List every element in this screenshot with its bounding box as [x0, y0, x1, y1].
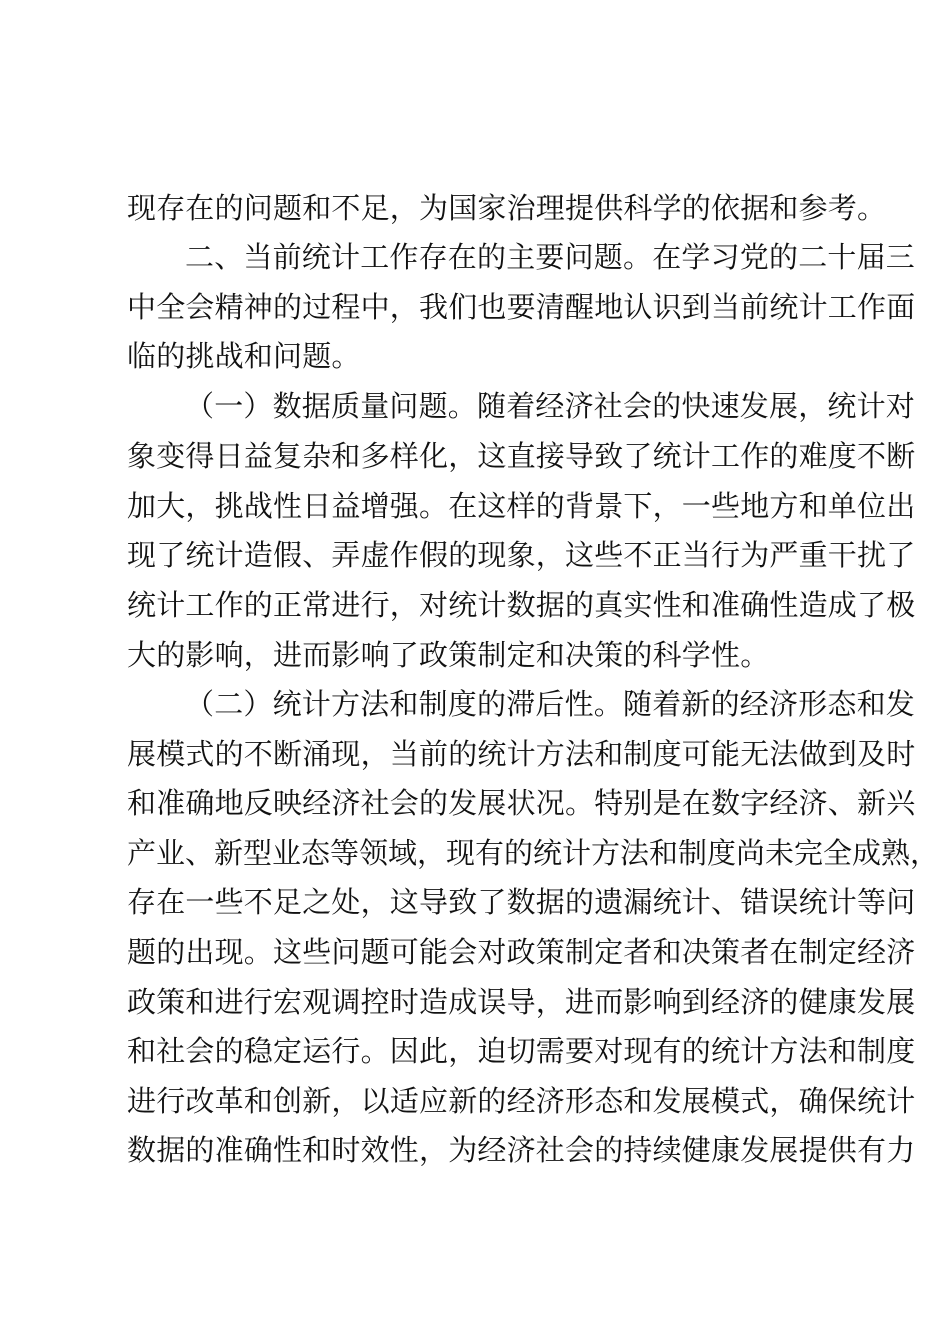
text-line: 二、当前统计工作存在的主要问题。在学习党的二十届三: [185, 240, 916, 274]
text-line: 数据的准确性和时效性，为经济社会的持续健康发展提供有力: [127, 1133, 916, 1167]
text-line: 和社会的稳定运行。因此，迫切需要对现有的统计方法和制度: [127, 1034, 916, 1068]
text-line: 现存在的问题和不足，为国家治理提供科学的依据和参考。: [127, 191, 887, 225]
text-line: （二）统计方法和制度的滞后性。随着新的经济形态和发: [185, 687, 916, 721]
text-line: 和准确地反映经济社会的发展状况。特别是在数字经济、新兴: [127, 786, 916, 820]
text-line: 进行改革和创新，以适应新的经济形态和发展模式，确保统计: [127, 1084, 916, 1118]
text-line: 中全会精神的过程中，我们也要清醒地认识到当前统计工作面: [127, 290, 916, 324]
text-line: 统计工作的正常进行，对统计数据的真实性和准确性造成了极: [127, 588, 916, 622]
text-line: 象变得日益复杂和多样化，这直接导致了统计工作的难度不断: [127, 439, 916, 473]
text-line: 产业、新型业态等领域，现有的统计方法和制度尚未完全成熟，: [127, 836, 940, 870]
text-line: （一）数据质量问题。随着经济社会的快速发展，统计对: [185, 389, 916, 423]
text-line: 临的挑战和问题。: [127, 339, 361, 373]
text-line: 现了统计造假、弄虚作假的现象，这些不正当行为严重干扰了: [127, 538, 916, 572]
text-line: 存在一些不足之处，这导致了数据的遗漏统计、错误统计等问: [127, 885, 916, 919]
text-line: 展模式的不断涌现，当前的统计方法和制度可能无法做到及时: [127, 737, 916, 771]
text-line: 题的出现。这些问题可能会对政策制定者和决策者在制定经济: [127, 935, 916, 969]
text-line: 政策和进行宏观调控时造成误导，进而影响到经济的健康发展: [127, 985, 916, 1019]
text-line: 加大，挑战性日益增强。在这样的背景下，一些地方和单位出: [127, 489, 916, 523]
text-line: 大的影响，进而影响了政策制定和决策的科学性。: [127, 638, 770, 672]
